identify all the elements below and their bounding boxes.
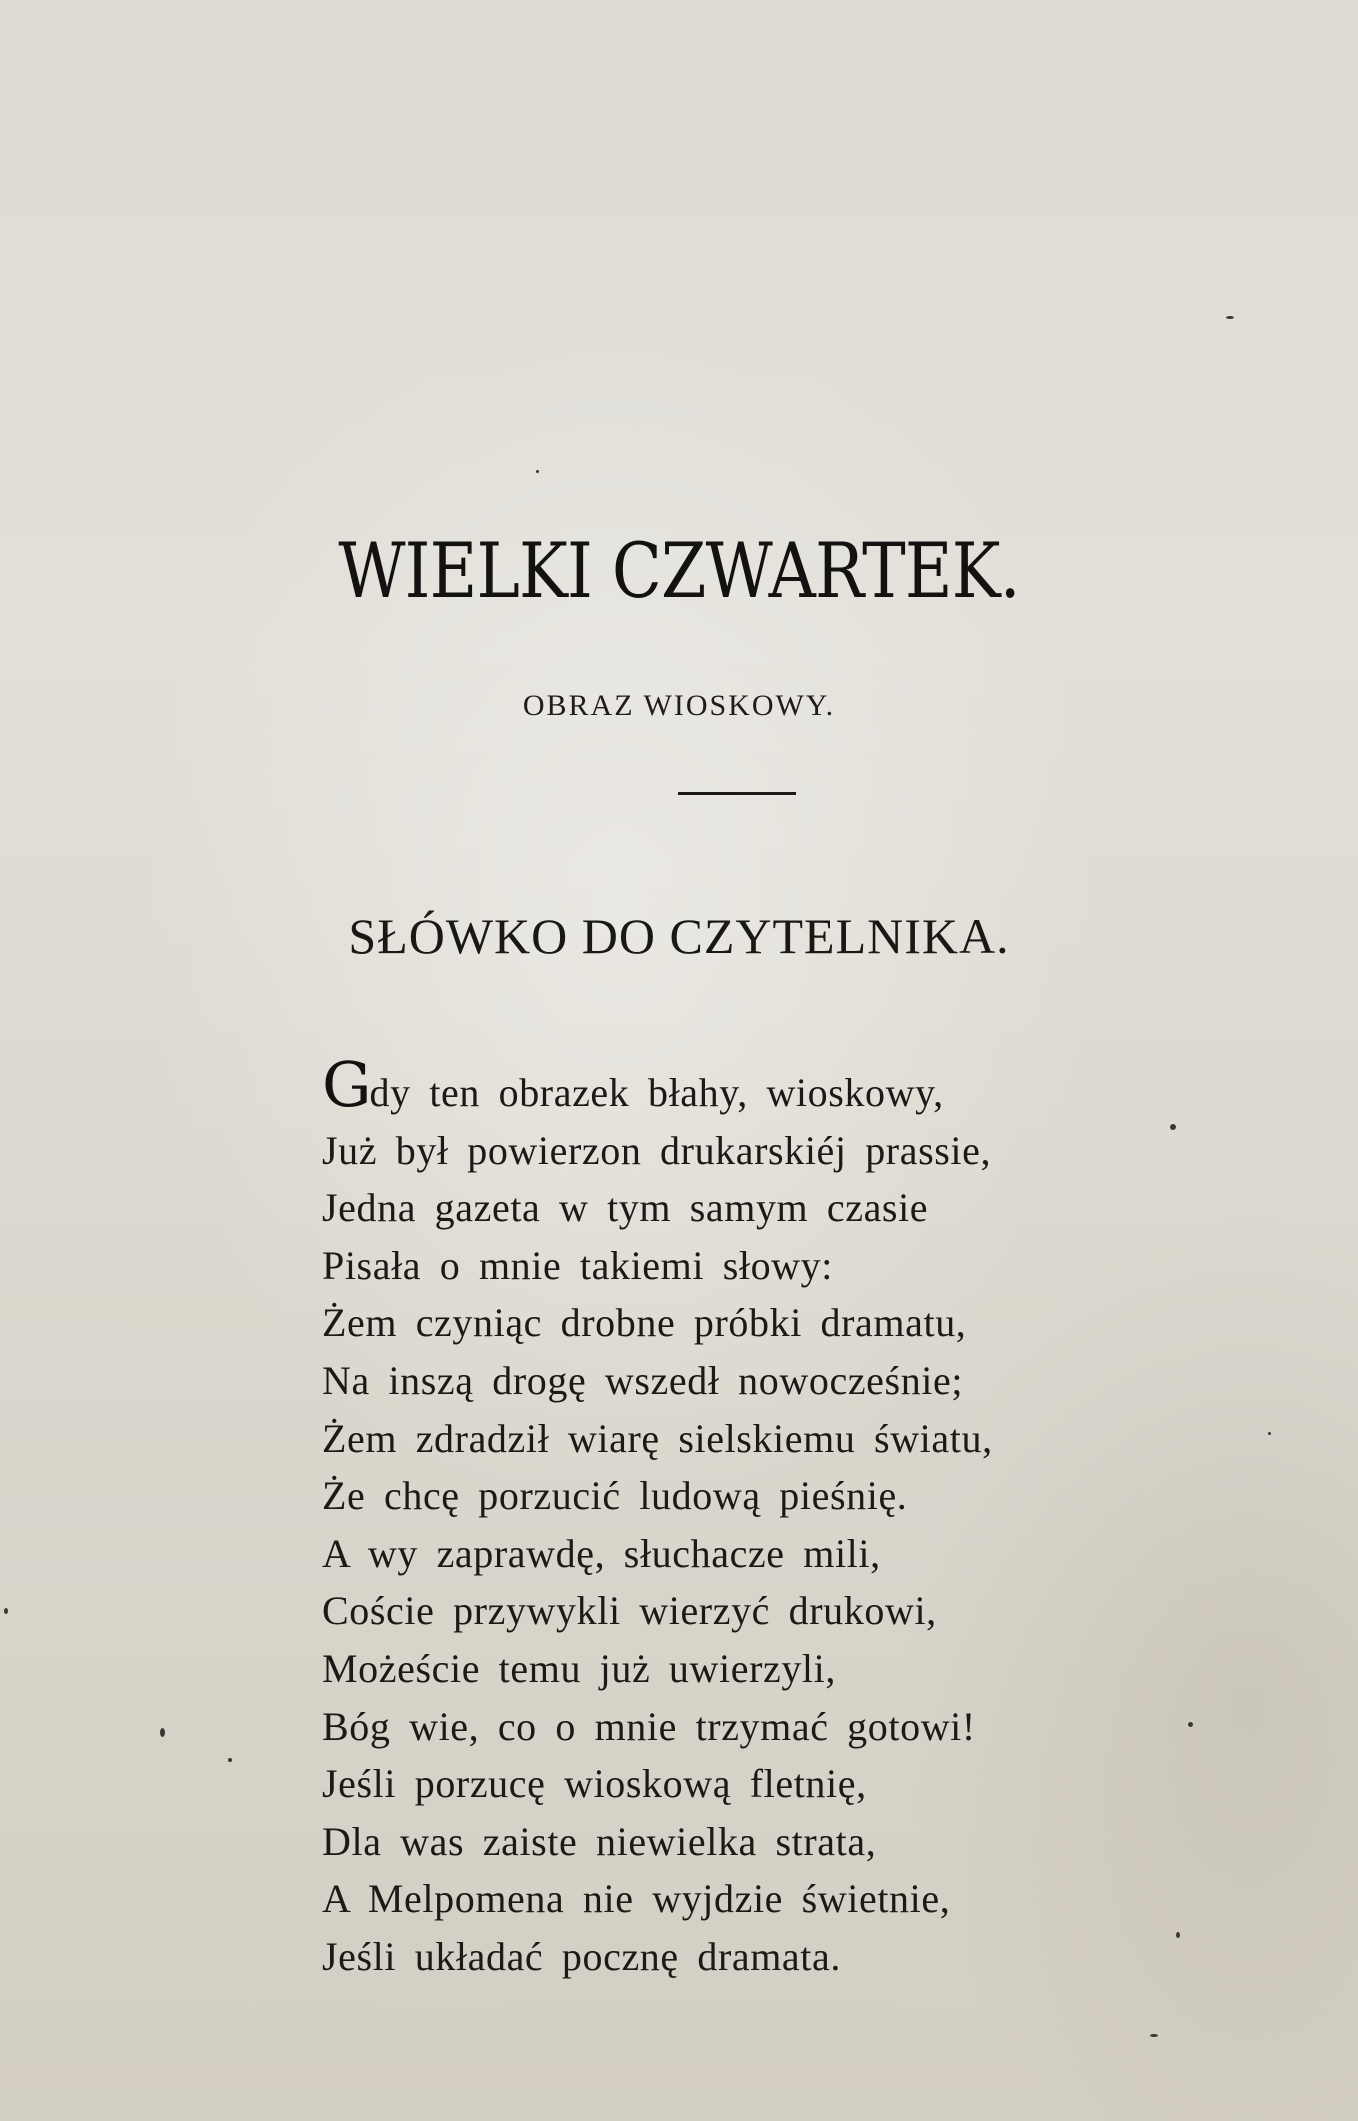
poem-line-6: Na inszą drogę wszedł nowocześnie; <box>322 1357 964 1403</box>
poem-line-11: Możeście temu już uwierzyli, <box>322 1645 836 1691</box>
paper-speck <box>1170 1124 1176 1130</box>
page-subtitle: OBRAZ WIOSKOWY. <box>522 689 836 722</box>
divider-rule <box>678 792 796 795</box>
poem-line-text: dy ten obrazek błahy, wioskowy, <box>369 1070 944 1115</box>
poem-line-14: Dla was zaiste niewielka strata, <box>322 1818 877 1864</box>
drop-cap: G <box>322 1048 370 1121</box>
paper-speck <box>1188 1722 1193 1727</box>
poem-line-15: A Melpomena nie wyjdzie świetnie, <box>322 1876 951 1922</box>
poem-line-2: Już był powierzon drukarskiéj prassie, <box>322 1127 992 1173</box>
paper-speck <box>1226 316 1234 319</box>
poem-line-1 <box>322 1048 1222 1122</box>
poem-line-10: Coście przywykli wierzyć drukowi, <box>322 1588 937 1634</box>
poem-line-9: A wy zaprawdę, słuchacze mili, <box>322 1530 881 1576</box>
page-title: WIELKI CZWARTEK. <box>338 526 1020 615</box>
paper-speck <box>1150 2034 1158 2037</box>
paper-speck <box>160 1728 165 1737</box>
paper-speck <box>228 1758 232 1762</box>
poem-line-13: Jeśli porzucę wioskową fletnię, <box>322 1761 867 1807</box>
poem-line-16: Jeśli układać pocznę dramata. <box>322 1933 841 1979</box>
paper-speck <box>1176 1932 1180 1938</box>
poem-line-7: Żem zdradził wiarę sielskiemu światu, <box>322 1415 993 1461</box>
paper-speck <box>4 1608 8 1614</box>
paper-speck <box>1268 1432 1271 1435</box>
poem-line-12: Bóg wie, co o mnie trzymać gotowi! <box>322 1703 976 1749</box>
poem <box>322 1048 1222 1986</box>
poem-line-5: Żem czyniąc drobne próbki dramatu, <box>322 1300 967 1346</box>
poem-line-8: Że chcę porzucić ludową pieśnię. <box>322 1473 908 1519</box>
section-heading: SŁÓWKO DO CZYTELNIKA. <box>348 908 1010 964</box>
poem-line-3: Jedna gazeta w tym samym czasie <box>322 1185 929 1231</box>
poem-line-4: Pisała o mnie takiemi słowy: <box>322 1242 833 1288</box>
paper-speck <box>536 470 539 473</box>
